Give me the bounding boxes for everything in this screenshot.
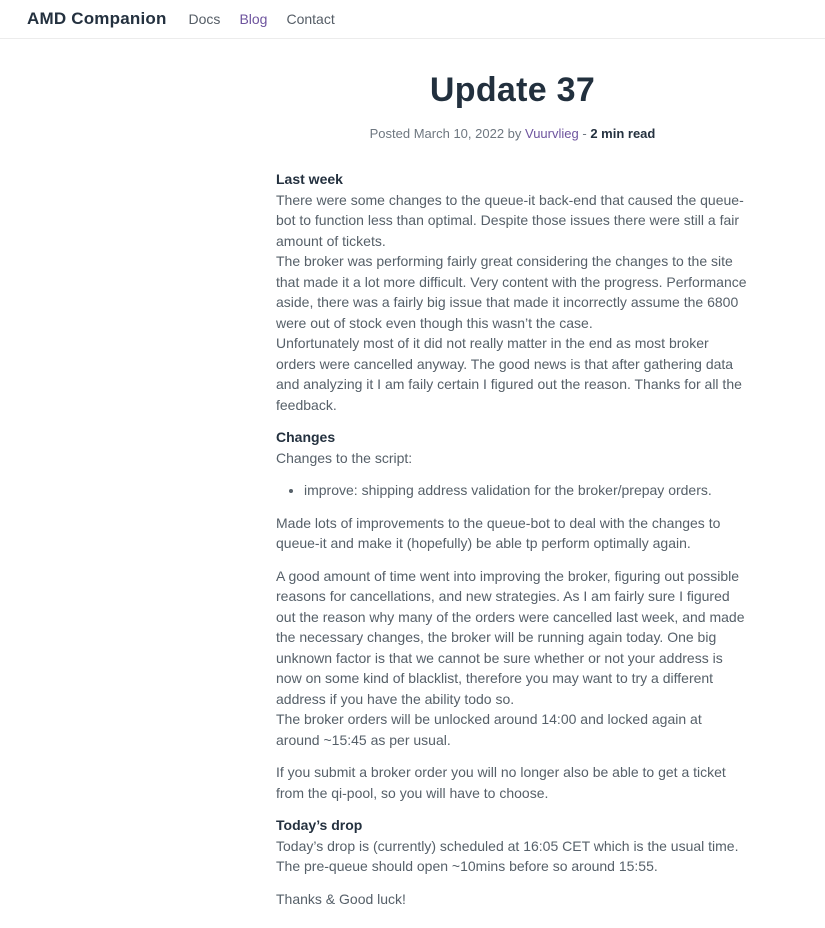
paragraph-line: There were some changes to the queue-it back-end that caused the queue-bot to function less than optimal. Despite those issues there were still a fair amount of tickets. [276,191,744,249]
paragraph [276,566,749,751]
byline-posted-text: Posted March 10, 2022 by [369,126,522,142]
site-header [0,0,825,39]
paragraph-line: The broker was performing fairly great considering the changes to the site that made it a lot more difficult. Very content with the progress. Performance aside, there was a fairly big issue that made it incorrectly assume the 6800 were out of stock even though this wasn’t the case. [276,253,747,331]
post-title: Update 37 [429,71,596,109]
paragraph [276,513,749,554]
paragraph-line: The broker orders will be unlocked around 14:00 and locked again at around ~15:45 as per usual. [276,711,702,748]
nav-item-docs[interactable]: Docs [188,11,221,27]
nav-item-contact[interactable]: Contact [286,11,335,27]
post-section-last-week [276,169,749,415]
section-heading-changes: Changes [276,429,336,446]
post-section-todays-drop [276,815,749,877]
paragraph-line: If you submit a broker order you will no longer also be able to get a ticket from the qi-pool, so you will have to choose. [276,764,726,801]
post-byline [276,126,749,141]
author-link[interactable]: Vuurvlieg [525,126,579,142]
read-time: 2 min read [590,126,656,142]
post-section-changes [276,427,749,468]
section-heading-last-week: Last week [276,171,343,188]
list-item: • improve: shipping address validation for the broker/prepay orders. [304,480,749,501]
post-body [276,169,749,909]
paragraph [276,762,749,803]
paragraph-line: Unfortunately most of it did not really matter in the end as most broker orders were cancelled anyway. The good news is that after gathering data and analyzing it I am faily certain I figured out the reason. Thanks for all the feedback. [276,335,742,413]
paragraph-line: A good amount of time went into improving the broker, figuring out possible reasons for cancellations, and new strategies. As I am fairly sure I figured out the reason why many of the orders were cancelled last week, and made the necessary changes, the broker will be running again today. One big unknown factor is that we cannot be sure whether or not your address is now on some kind of blacklist, therefore you may want to try a different address if you have the ability todo so. [276,567,745,707]
paragraph-line: Thanks & Good luck! [276,890,406,907]
paragraph-closing [276,889,749,910]
paragraph-line: Made lots of improvements to the queue-bot to deal with the changes to queue-it and make it (hopefully) be able tp perform optimally again. [276,514,721,552]
post-article [276,39,749,909]
section-heading-todays-drop: Today’s drop [276,817,363,834]
paragraph-line: Today’s drop is (currently) scheduled at 16:05 CET which is the usual time. The pre-queue should open ~10mins before so around 15:55. [276,837,739,875]
main-nav [189,11,335,27]
site-brand[interactable]: AMD Companion [27,9,167,28]
paragraph-line: Changes to the script: [276,449,413,466]
nav-item-blog[interactable]: Blog [239,11,268,27]
byline-separator: - [582,126,587,142]
changes-list [276,480,749,501]
